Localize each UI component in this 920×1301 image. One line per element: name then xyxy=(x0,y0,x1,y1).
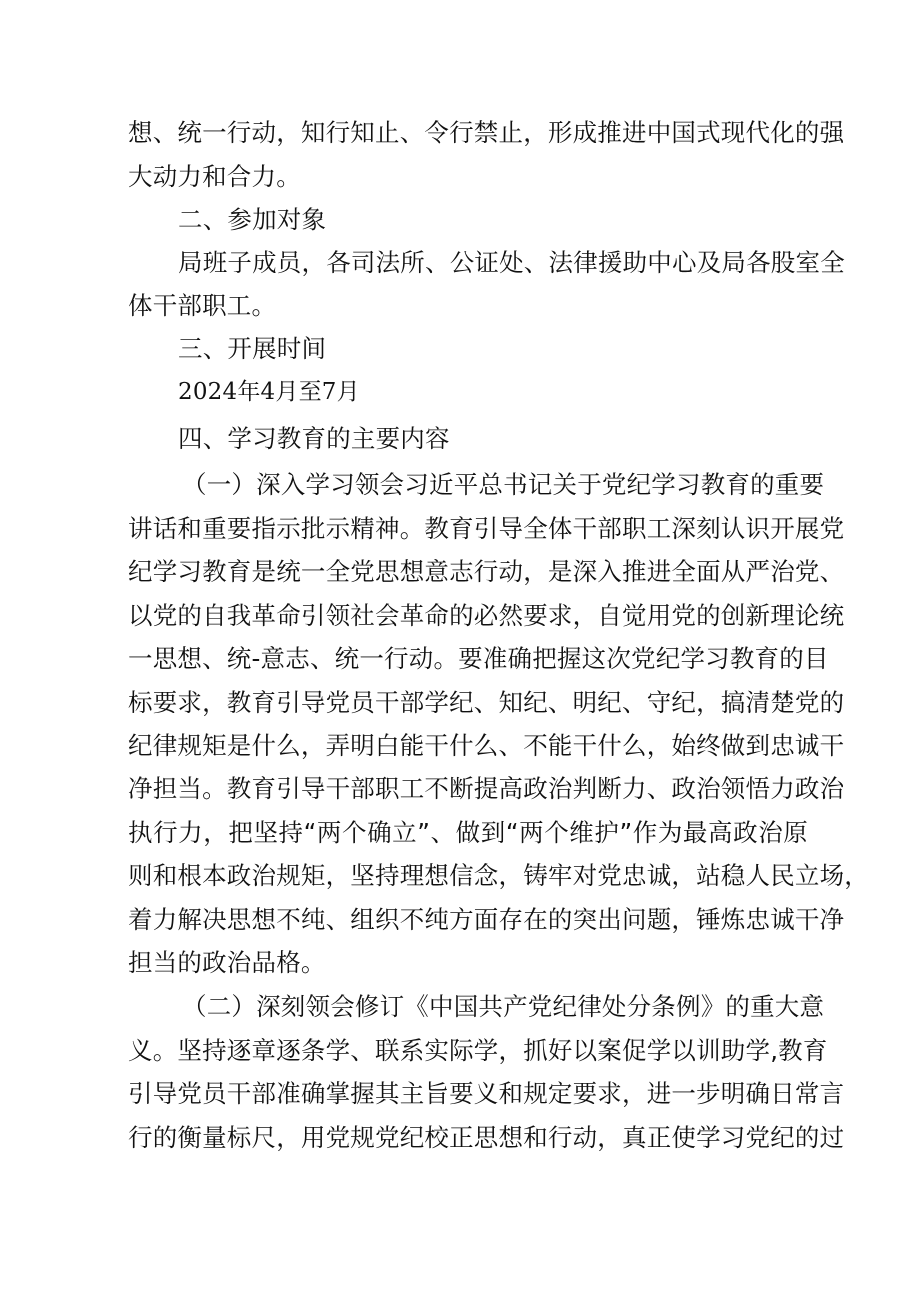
text-line: 大动力和合力。 xyxy=(128,162,301,191)
text-line: 担当的政治品格。 xyxy=(128,948,326,977)
text-line: （二）深刻领会修订《中国共产党纪律处分条例》的重大意 xyxy=(182,992,825,1021)
text-line: 纪律规矩是什么，弄明白能干什么、不能干什么，始终做到忠诚干 xyxy=(128,731,845,760)
text-line: 净担当。教育引导干部职工不断提高政治判断力、政治领悟力政治 xyxy=(128,774,845,803)
text-line: 想、统一行动，知行知止、令行禁止，形成推进中国式现代化的强 xyxy=(128,118,845,147)
text-line: 行的衡量标尺，用党规党纪校正思想和行动，真正使学习党纪的过 xyxy=(128,1123,845,1152)
text-line: 讲话和重要指示批示精神。教育引导全体干部职工深刻认识开展党 xyxy=(128,514,845,543)
section-heading: 二、参加对象 xyxy=(178,205,327,234)
text-line: 执行力，把坚持“两个确立”、做到“两个维护”作为最高政治原 xyxy=(128,818,808,847)
text-line: 纪学习教育是统一全党思想意志行动，是深入推进全面从严治党、 xyxy=(128,557,845,586)
text-line: （一）深入学习领会习近平总书记关于党纪学习教育的重要 xyxy=(182,470,825,499)
text-line: 引导党员干部准确掌握其主旨要义和规定要求，进一步明确日常言 xyxy=(128,1079,845,1108)
date-line: 2024年4月至7月 xyxy=(178,379,360,405)
text-line: 着力解决思想不纯、组织不纯方面存在的突出问题，锤炼忠诚干净 xyxy=(128,905,845,934)
text-line: 局班子成员，各司法所、公证处、法律援助中心及局各股室全 xyxy=(178,248,845,277)
section-heading: 三、开展时间 xyxy=(178,334,327,363)
section-heading: 四、学习教育的主要内容 xyxy=(178,424,450,453)
text-line: 义。坚持逐章逐条学、联系实际学，抓好以案促学以训助学,教育 xyxy=(128,1036,828,1065)
text-line: 体干部职工。 xyxy=(128,291,277,320)
text-line: 标要求，教育引导党员干部学纪、知纪、明纪、守纪，搞清楚党的 xyxy=(128,688,845,717)
text-line: 则和根本政治规矩，坚持理想信念，铸牢对党忠诚，站稳人民立场， xyxy=(128,861,869,890)
text-line: 以党的自我革命引领社会革命的必然要求，自觉用党的创新理论统 xyxy=(128,601,845,630)
text-line: 一思想、统-意志、统一行动。要准确把握这次党纪学习教育的目 xyxy=(128,644,829,673)
